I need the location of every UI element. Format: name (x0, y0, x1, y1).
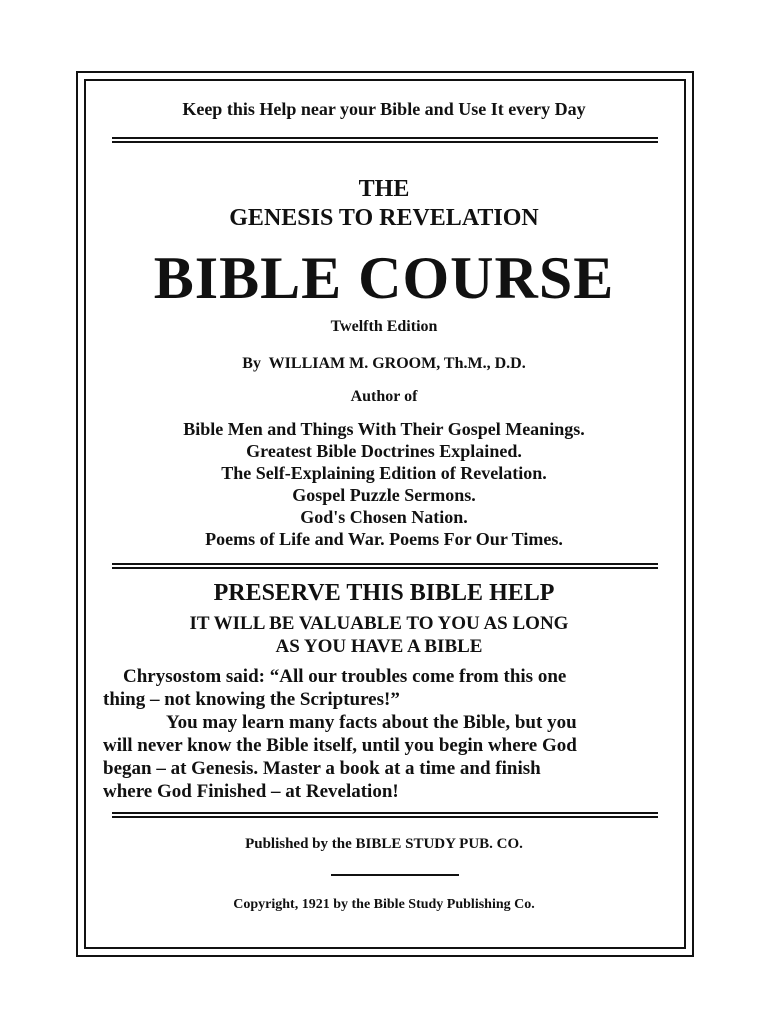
preserve-subheading: AS YOU HAVE A BIBLE (275, 636, 483, 657)
work-item: Poems of Life and War. Poems For Our Times. (205, 529, 563, 549)
title-the: THE (358, 176, 410, 202)
tagline: Keep this Help near your Bible and Use It every Day (182, 99, 586, 119)
byline: By WILLIAM M. GROOM, Th.M., D.D. (242, 355, 526, 372)
preserve-subheading: IT WILL BE VALUABLE TO YOU AS LONG (189, 613, 569, 634)
work-item: Bible Men and Things With Their Gospel Meanings. (183, 419, 585, 439)
title-bible-course: BIBLE COURSE (153, 245, 615, 311)
quote-line: where God Finished – at Revelation! (103, 781, 399, 802)
quote-line: will never know the Bible itself, until you begin where God (103, 735, 577, 756)
preserve-heading: PRESERVE THIS BIBLE HELP (213, 580, 555, 606)
author-of-heading: Author of (350, 388, 418, 405)
bottom-divider (112, 812, 658, 818)
quote-line: You may learn many facts about the Bible, but you (166, 712, 577, 733)
title-genesis-to-revelation: GENESIS TO REVELATION (229, 205, 539, 231)
middle-divider (112, 563, 658, 569)
footer-rule (331, 874, 459, 876)
copyright: Copyright, 1921 by the Bible Study Publishing Co. (233, 897, 535, 912)
publisher: Published by the BIBLE STUDY PUB. CO. (245, 836, 523, 852)
quote-line: Chrysostom said: “All our troubles come from this one (123, 666, 567, 687)
work-item: The Self-Explaining Edition of Revelation. (221, 463, 547, 483)
top-divider (112, 137, 658, 143)
work-item: God's Chosen Nation. (300, 507, 468, 527)
quote-line: began – at Genesis. Master a book at a time and finish (103, 758, 541, 779)
edition: Twelfth Edition (330, 318, 438, 335)
quote-line: thing – not knowing the Scriptures!” (103, 689, 400, 710)
work-item: Gospel Puzzle Sermons. (292, 485, 476, 505)
work-item: Greatest Bible Doctrines Explained. (246, 441, 522, 461)
